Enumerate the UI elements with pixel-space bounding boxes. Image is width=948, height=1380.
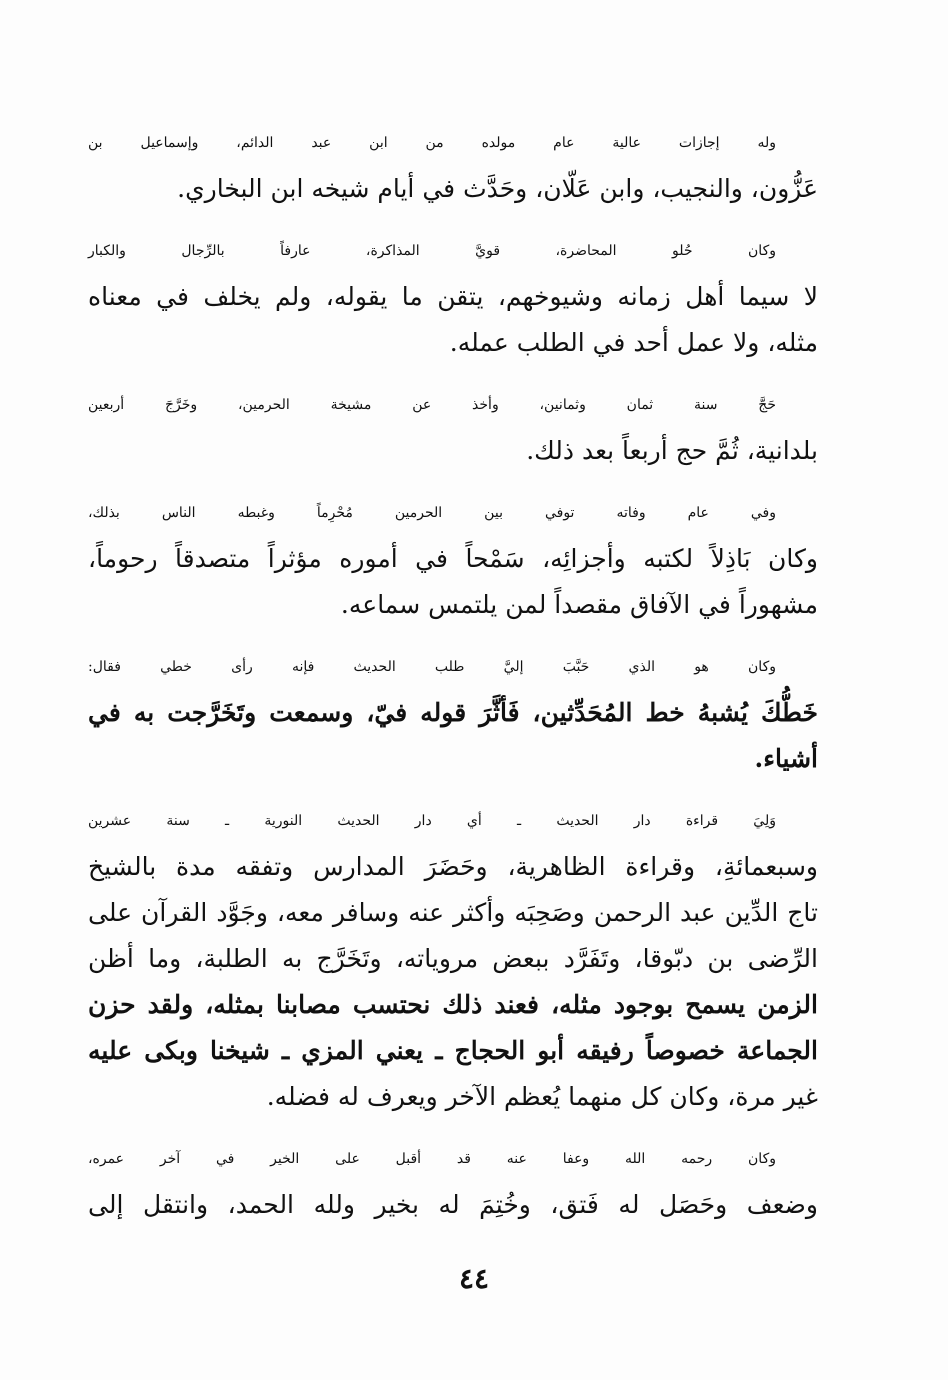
text-line: وسبعمائةِ، وقراءة الظاهرية، وحَضَرَ المدارس وتفقه مدة بالشيخ [88,852,818,881]
text-line: وكان بَاذِلاً لكتبه وأجزائِه، سَمْحاً في أموره مؤثراً متصدقاً رحوماً، [88,544,818,573]
text-line-bold: أشياء. [754,744,818,773]
text-line-bold: الجماعة خصوصاً رفيقه أبو الحجاج ـ يعني المزي ـ شيخنا وبكى عليه [88,1036,818,1065]
body-text [88,120,860,1244]
text-line: عَزُّون، والنجيب، وابن عَلّان، وحَدَّث في أيام شيخه ابن البخاري. [177,174,818,203]
text-line-bold: الزمن يسمح بوجود مثله، فعند ذلك نحتسب مصابنا بمثله، ولقد حزن [88,990,818,1019]
page-number: ٤٤ [458,1262,490,1295]
paragraph-khatt [88,644,860,782]
text-line: وكان هو الذي حَبَّبَ إليَّ طلب الحديث فإنه رأى خطي فقال: [88,659,776,675]
text-line: لا سيما أهل زمانه وشيوخهم، يتقن ما يقوله، ولم يخلف في معناه [88,282,818,311]
paragraph-wafat [88,490,860,628]
paragraph-qiraa [88,798,860,1120]
paragraph-akhir [88,1136,860,1228]
text-line: مشهوراً في الآفاق مقصداً لمن يلتمس سماعه. [340,590,818,619]
text-line: وفي عام وفاته توفي بين الحرمين مُحْرِماً وغبطه الناس بذلك، [88,505,776,521]
text-line: بلدانية، ثُمَّ حج أربعاً بعد ذلك. [526,436,818,465]
text-line: تاج الدِّين عبد الرحمن وصَحِبَه وأكثر عنه وسافر معه، وجَوَّد القرآن على [88,898,818,927]
text-line: غير مرة، وكان كل منهما يُعظم الآخر ويعرف له فضله. [266,1082,818,1111]
paragraph-hajj [88,382,860,474]
text-line: وكان رحمه الله وعفا عنه قد أقبل على الخير في آخر عمره، [88,1151,776,1167]
text-line: وضعف وحَصَل له فَتق، وخُتِمَ له بخير ولله الحمد، وانتقل إلى [88,1190,818,1219]
text-line: حَجَّ سنة ثمان وثمانين، وأخذ عن مشيخة الحرمين، وخَرَّجَ أربعين [88,397,776,413]
text-line: وله إجازات عالية عام مولده من ابن عبد الدائم، وإسماعيل بن [88,135,776,151]
text-line: مثله، ولا عمل أحد في الطلب عمله. [449,328,818,357]
paragraph-muhadara [88,228,860,366]
text-line: وَلِيَ قراءة دار الحديث ـ أي دار الحديث النورية ـ سنة عشرين [88,813,776,829]
text-line: الرِّضى بن دبّوقا، وتَفَرَّد ببعض مروياته، وتَخَرَّج به الطلبة، وما أظن [88,944,818,973]
paragraph-ijazat [88,120,860,212]
text-line: وكان حُلو المحاضرة، قويَّ المذاكرة، عارفاً بالرِّجال والكبار [88,243,776,259]
text-line-bold: خَطُّكَ يُشبهُ خط المُحَدِّثين، فَأثَّرَ قوله فيّ، وسمعت وتَخَرَّجت به في [88,698,818,727]
